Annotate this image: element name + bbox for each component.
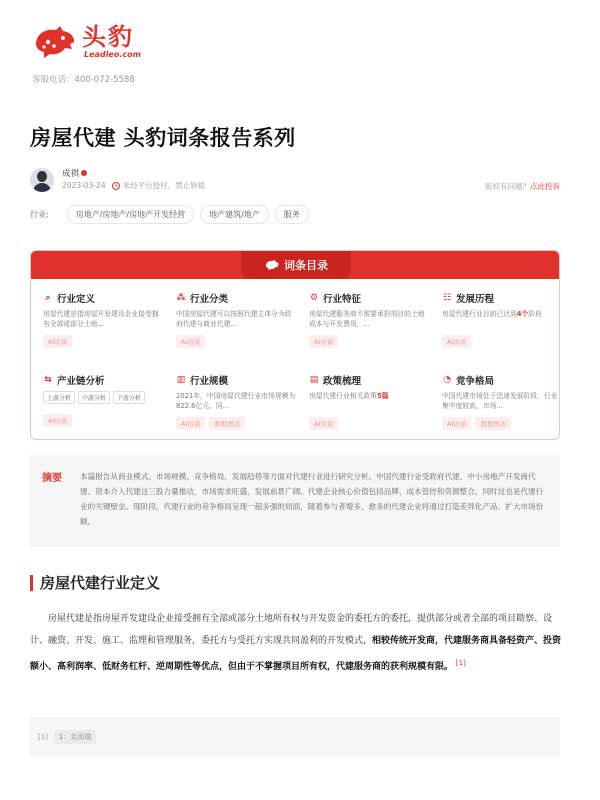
toc-item-title: 竞争格局 [456, 376, 495, 387]
report-link[interactable]: 点此投诉 [530, 182, 560, 191]
leopard-logo-icon [30, 22, 78, 62]
toc-desc-text: 房屋代建行业目前已达到 [442, 310, 517, 318]
ai-interview-pill[interactable]: AI访谈 [176, 335, 205, 348]
industry-label: 行业: [30, 210, 49, 219]
author-badge-icon [81, 170, 87, 176]
toc-item-competition[interactable] [442, 373, 560, 430]
upstream-tag[interactable]: 上游分析 [43, 391, 75, 404]
toc-item-definition[interactable] [43, 291, 163, 348]
section-title: 房屋代建行业定义 [40, 574, 161, 592]
toc-item-chain[interactable] [43, 373, 163, 427]
no-repost-icon [112, 182, 120, 190]
industry-tag[interactable]: 服务 [275, 205, 309, 224]
copyright-text: 版权有问题？ [485, 182, 530, 191]
toc-item-desc [309, 391, 429, 411]
toc-item-desc: 房屋代建是指房屋开发建设企业接受拥有全部或部分土地... [43, 310, 159, 328]
toc-item-desc [442, 309, 560, 329]
ai-interview-pill[interactable]: AI访谈 [442, 335, 471, 348]
paragraph-text: 房屋代建是指房屋开发建设企业接受拥有全部或部分土地所有权与开发资金的委托方的委托，提供部分或者全部的项目勘察、设计、融资、开发、施工、监理和管理服务，委托方与受托方实现共同盈利的开发模式， [30, 614, 553, 646]
toc-desc-text: 阶段 [528, 310, 542, 318]
toc-item-desc: 房屋代建服务商不需要承担项目的土地成本与开发费用，... [309, 310, 425, 328]
author-block [30, 168, 205, 192]
data-chart-pill[interactable]: 数据图表 [209, 417, 245, 430]
history-icon: ☷ [442, 293, 452, 303]
section-heading [30, 572, 160, 593]
toc-item-title: 行业规模 [190, 376, 229, 387]
industry-tag[interactable]: 地产建筑/地产 [200, 205, 269, 224]
scale-icon: ▥ [176, 375, 186, 385]
repost-notice: 未经平台授权，禁止转载 [122, 180, 206, 190]
downstream-tag[interactable]: 下游分析 [113, 391, 145, 404]
section-accent-bar [30, 575, 33, 591]
footnote-source[interactable]: 1：克而瑞 [54, 730, 96, 744]
brand-name: 头豹 [82, 23, 134, 51]
publish-date: 2023-03-24 [62, 180, 106, 190]
footnote-box [30, 717, 560, 757]
copyright-notice [485, 181, 560, 192]
abstract-box [30, 455, 560, 547]
ai-interview-pill[interactable]: AI访谈 [176, 417, 205, 430]
toc-item-desc: 2021年，中国房屋代建行业市场规模为822.6亿元。同... [176, 392, 296, 410]
industry-tags [30, 205, 315, 224]
reference-marker[interactable]: [1] [455, 659, 466, 667]
toc-desc-text: 房屋代建行业相关政策 [309, 392, 377, 400]
toc-item-feature[interactable] [309, 291, 429, 348]
paragraph-highlight: 相较传统开发商，代建服务商具备轻资产、投资额小、高利润率、低财务杠杆、逆周期性等优点，但由于不掌握项目所有权，代建服务商的获利规模有限。 [30, 636, 562, 672]
industry-tag[interactable]: 房地产/房地产/房地产开发经营 [67, 205, 194, 224]
leopard-logo-icon [264, 258, 280, 272]
toc-item-title: 政策梳理 [323, 376, 362, 387]
feature-icon: ⚙ [309, 293, 319, 303]
brand-url: Leadleo.com [84, 50, 141, 59]
abstract-text: 本篇报告从商业模式、市场规模、竞争格局、发展趋势等方面对代建行业进行研究分析。中国代建行业受政府代建、中小房地产开发商代建、资本介入代建这三股力量推动，市场需求旺盛，发展前景广阔。代建企业核心价值包括品牌、成本管控和资源整合，同时这也是代建行业的关键壁垒。现阶段，代建行业的竞争格局呈现一超多强的局面，随着参与者增多，愈多的代建企业将通过打造差异化产品、扩大市场份额。 [80, 472, 544, 526]
author-name[interactable]: 成祺 [62, 168, 80, 179]
toc-item-classification[interactable] [176, 291, 296, 348]
avatar[interactable] [30, 168, 54, 192]
toc-desc-highlight: 5篇 [376, 392, 389, 400]
definition-icon: ⌕ [45, 293, 51, 303]
toc-desc-highlight: 4个 [516, 310, 529, 318]
footnote-index: [1] [38, 733, 48, 741]
ai-interview-pill[interactable]: AI访谈 [43, 335, 72, 348]
policy-icon: ▤ [309, 375, 319, 385]
toc-heading: 词条目录 [284, 259, 328, 272]
abstract-label: 摘要 [42, 473, 62, 484]
classification-icon: ⁂ [176, 293, 186, 303]
toc-header [31, 251, 559, 279]
toc-item-title: 行业定义 [57, 294, 96, 305]
ai-interview-pill[interactable]: AI访谈 [309, 335, 338, 348]
brand-logo[interactable] [30, 22, 141, 62]
toc-item-title: 行业分类 [190, 294, 229, 305]
ai-interview-pill[interactable]: AI访谈 [43, 414, 72, 427]
midstream-tag[interactable]: 中游分析 [78, 391, 110, 404]
page-title: 房屋代建 头豹词条报告系列 [30, 126, 296, 150]
toc-item-desc: 中国代建市场处于迅速发展阶段，行业集中度较高，市场... [442, 392, 558, 410]
service-phone: 客服电话：400-072-5588 [32, 75, 135, 85]
toc-item-desc: 中国房屋代建可以按照代建主体分为政府代建与商业代建... [176, 310, 292, 328]
toc-item-scale[interactable] [176, 373, 296, 430]
ai-interview-pill[interactable]: AI访谈 [309, 417, 338, 430]
chain-icon: ⇆ [44, 375, 52, 385]
competition-icon: ◔ [443, 375, 451, 385]
toc-card [30, 250, 560, 440]
toc-item-title: 行业特征 [323, 294, 362, 305]
toc-item-policy[interactable] [309, 373, 429, 430]
toc-item-history[interactable] [442, 291, 560, 348]
toc-item-title: 发展历程 [456, 294, 495, 305]
section-paragraph [30, 608, 562, 678]
data-chart-pill[interactable]: 数据图表 [475, 417, 511, 430]
toc-item-title: 产业链分析 [57, 376, 105, 387]
ai-interview-pill[interactable]: AI访谈 [442, 417, 471, 430]
